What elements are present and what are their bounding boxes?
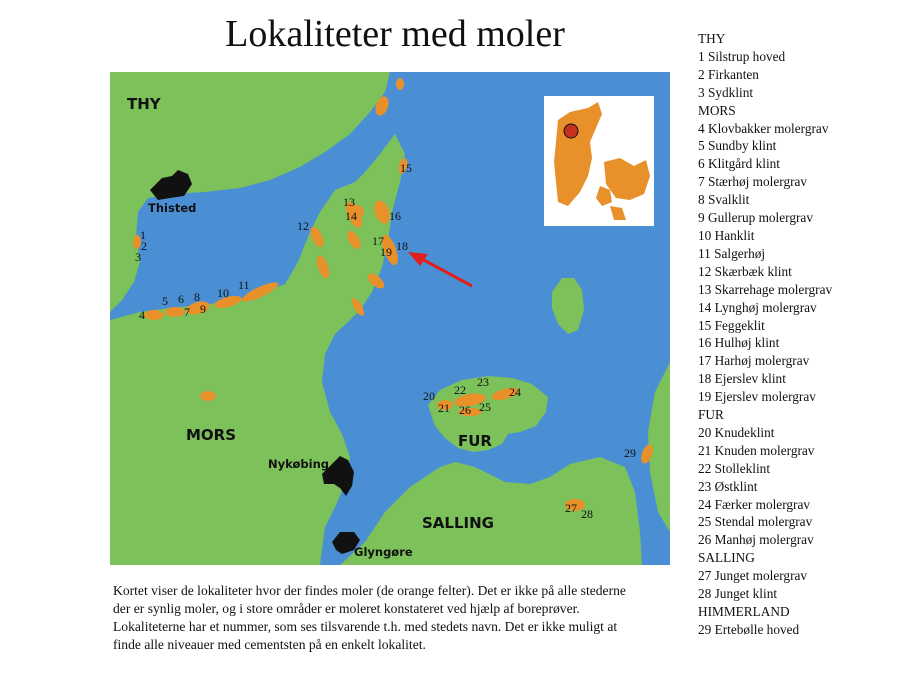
site-number: 16	[389, 209, 401, 223]
caption	[113, 582, 678, 654]
legend-item: 20 Knudeklint	[698, 424, 775, 440]
denmark-inset	[544, 96, 654, 226]
site-number: 25	[479, 400, 491, 414]
legend-item: 15 Feggeklit	[698, 317, 765, 333]
site-number: 27	[565, 501, 577, 515]
legend-item: 25 Stendal molergrav	[698, 514, 813, 530]
legend-item: 1 Silstrup hoved	[698, 48, 786, 64]
site-number: 22	[454, 383, 466, 397]
legend-item: 18 Ejerslev klint	[698, 371, 786, 387]
legend-item: 11 Salgerhøj	[698, 245, 766, 261]
map-canvas	[110, 72, 670, 565]
site-number: 19	[380, 245, 392, 259]
site-number: 18	[396, 239, 408, 253]
legend-item: 17 Harhøj molergrav	[698, 353, 810, 369]
site-number: 4	[139, 308, 145, 322]
region-label-mors: MORS	[186, 426, 237, 444]
caption-line: Kortet viser de lokaliteter hvor der findes moler (de orange felter). Det er ikke på alle stederne	[113, 583, 626, 598]
legend-item: 14 Lynghøj molergrav	[698, 299, 817, 315]
site-number: 21	[438, 401, 450, 415]
site-number: 6	[178, 292, 184, 306]
town-label-nykobing: Nykøbing	[268, 457, 330, 471]
legend-item: 3 Sydklint	[698, 84, 754, 100]
site-number: 2	[141, 239, 147, 253]
region-label-thy: THY	[127, 95, 161, 113]
legend-item: 4 Klovbakker molergrav	[698, 120, 829, 136]
site-number: 8	[194, 290, 200, 304]
site-number: 5	[162, 294, 168, 308]
region-label-fur: FUR	[458, 432, 492, 450]
legend-item: 6 Klitgård klint	[698, 156, 780, 172]
site-number: 1	[140, 228, 146, 242]
site-number: 26	[459, 403, 471, 417]
legend-item: 24 Færker molergrav	[698, 496, 811, 512]
site-number: 20	[423, 389, 435, 403]
legend-item: 23 Østklint	[698, 478, 758, 494]
legend-item: 16 Hulhøj klint	[698, 335, 780, 351]
legend-heading-himmerland: HIMMERLAND	[698, 604, 790, 619]
site-number: 29	[624, 446, 636, 460]
legend-heading-fur: FUR	[698, 407, 724, 423]
caption-line: der er synlig moler, og i store områder er moleret konstateret ved hjælp af boreprøver.	[113, 601, 580, 616]
legend-item: 19 Ejerslev molergrav	[698, 389, 816, 405]
legend-item: 8 Svalklit	[698, 192, 750, 208]
legend-item: 13 Skarrehage molergrav	[698, 281, 833, 297]
site-number: 14	[345, 209, 357, 223]
legend-item: 29 Ertebølle hoved	[698, 621, 800, 637]
page-title: Lokaliteter med moler	[225, 13, 565, 55]
map	[110, 72, 670, 565]
legend-item: 10 Hanklit	[698, 227, 755, 243]
legend-item: 22 Stolleklint	[698, 460, 771, 476]
site-number: 15	[400, 161, 412, 175]
site-number: 7	[184, 305, 190, 319]
legend-item: 21 Knuden molergrav	[698, 442, 815, 458]
site-number: 10	[217, 286, 229, 300]
legend-item: 9 Gullerup molergrav	[698, 210, 813, 226]
legend-item: 12 Skærbæk klint	[698, 263, 792, 279]
town-label-thisted: Thisted	[148, 201, 197, 215]
legend-item: 2 Firkanten	[698, 66, 759, 82]
legend-item: 7 Stærhøj molergrav	[698, 174, 808, 190]
site-legend	[698, 30, 893, 639]
legend-item: 27 Junget molergrav	[698, 568, 808, 584]
site-number: 23	[477, 375, 489, 389]
site-number: 24	[509, 385, 521, 399]
legend-item: 28 Junget klint	[698, 586, 778, 602]
region-label-salling: SALLING	[422, 514, 494, 532]
site-number: 9	[200, 302, 206, 316]
site-number: 13	[343, 195, 355, 209]
site-number: 12	[297, 219, 309, 233]
site-number: 3	[135, 250, 141, 264]
legend-item: 5 Sundby klint	[698, 138, 777, 154]
site-number: 17	[372, 234, 384, 248]
legend-heading-salling: SALLING	[698, 550, 755, 566]
caption-line: finde alle niveauer med cementsten på en enkelt lokalitet.	[113, 637, 426, 652]
legend-heading-thy: THY	[698, 31, 726, 46]
caption-line: Lokaliteterne har et nummer, som ses tilsvarende t.h. med stedets navn. Det er ikke muligt at	[113, 619, 618, 634]
site-number: 11	[238, 278, 250, 292]
legend-heading-mors: MORS	[698, 102, 736, 118]
legend-item: 26 Manhøj molergrav	[698, 532, 814, 548]
site-number: 28	[581, 507, 593, 521]
town-label-glyngore: Glyngøre	[354, 545, 413, 559]
